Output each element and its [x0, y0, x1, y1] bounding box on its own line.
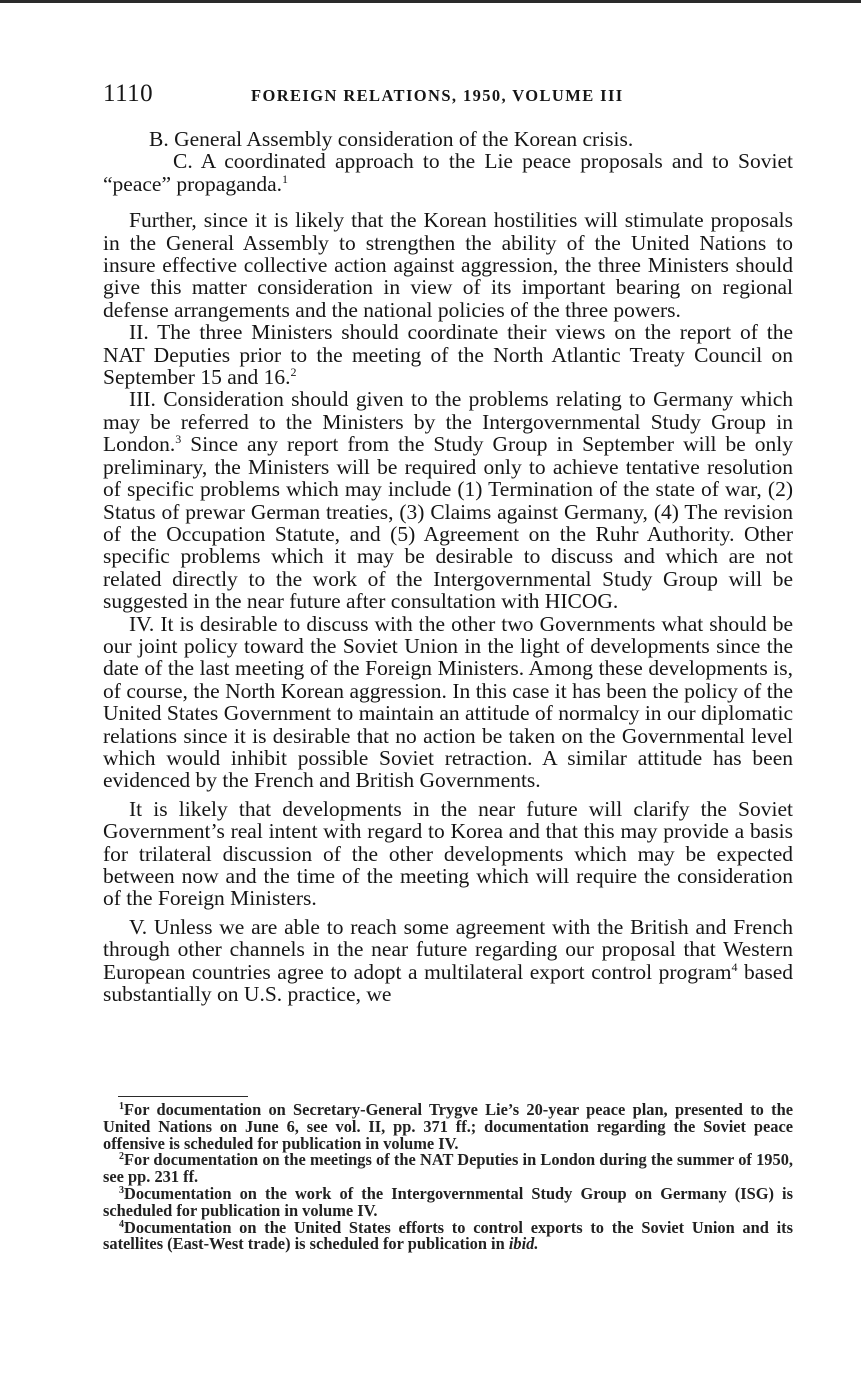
footnote-1: $^1$For documentation on Secretary-General Trygve Lie’s 20-year peace plan, presented to the United Nations on June 6, see vol. II, pp. 371 ff.; documentation regarding the Soviet peace offensive is scheduled for publication in volume IV. [103, 1100, 793, 1153]
footnote-mark-3: 3 [119, 1184, 124, 1196]
footnote-ref-2[interactable]: 2 [290, 365, 297, 380]
footnote-3: $^3$Documentation on the work of the Intergovernmental Study Group on Germany (ISG) is scheduled for publication in volume IV. [103, 1183, 793, 1220]
paragraph-further: Further, since it is likely that the Korean hostilities will stimulate proposals in the General Assembly to strengthen the ability of the United Nations to insure effective collective action against aggression, the three Ministers should give this matter consideration in view of its important bearing on regional defense arrangements and the national policies of the three powers. [103, 208, 793, 322]
footnotes [103, 1102, 793, 1253]
paragraph-ii: II. The three Ministers should coordinate their views on the report of the NAT Deputies prior to the meeting of the North Atlantic Treaty Council on September 15 and 16.$^2$ [103, 320, 793, 390]
paragraph-v: V. Unless we are able to reach some agreement with the British and French through other channels in the near future regarding our proposal that Western European countries agree to adopt a multilateral export control program$^4$ based substantially on U.S. practice, we [103, 914, 793, 1007]
paragraph-iii: III. Consideration should given to the problems relating to Germany which may be referred to the Ministers by the Intergovernmental Study Group in London.$^3$ Since any report from the Study Group in September will be only preliminary, the Ministers will be required only to achieve tentative resolution of specific problems which may include (1) Termination of the state of war, (2) Status of prewar German treaties, (3) Claims against Germany, (4) The revision of the Occupation Statute, and (5) Agreement on the Ruhr Authority. Other specific problems which it may be desirable to discuss and which are not related directly to the work of the Intergovernmental Study Group will be suggested in the near future after consultation with HICOG. [103, 387, 793, 614]
footnote-rule [118, 1096, 248, 1097]
running-title: FOREIGN RELATIONS, 1950, VOLUME III [251, 86, 624, 105]
footnote-4: $^4$Documentation on the United States efforts to control exports to the Soviet Union and its satellites (East-West trade) is scheduled for publication in ibid. [103, 1217, 793, 1254]
footnote-mark-4: 4 [119, 1218, 124, 1230]
paragraph-iv: IV. It is desirable to discuss with the other two Governments what should be our joint policy toward the Soviet Union in the light of developments since the date of the last meeting of the Foreign Ministers. Among these developments is, of course, the North Korean aggression. In this case it has been the policy of the United States Government to maintain an attitude of normalcy in our diplomatic relations since it is desirable that no action be taken on the Governmental level which would inhibit possible Soviet retraction. A similar attitude has been evidenced by the French and British Governments. [103, 611, 793, 793]
item-c: C. A coordinated approach to the Lie peace proposals and to Soviet “peace” propaganda.$^1$ [103, 149, 793, 196]
paragraph-likely: It is likely that developments in the near future will clarify the Soviet Government’s real intent with regard to Korea and that this may provide a basis for trilateral discussion of the other developments which may be expected between now and the time of the meeting which will require the consideration of the Foreign Ministers. [103, 796, 793, 911]
footnote-ref-3[interactable]: 3 [175, 432, 182, 447]
ibid-reference: ibid. [508, 1234, 539, 1254]
running-head [103, 80, 793, 110]
footnote-ref-4[interactable]: 4 [731, 959, 738, 974]
footnote-mark-1: 1 [119, 1101, 124, 1112]
footnote-mark-2: 2 [119, 1151, 124, 1163]
footnote-2: $^2$For documentation on the meetings of the NAT Deputies in London during the summer of 1950, see pp. 231 ff. [103, 1150, 793, 1187]
page-number: 1110 [103, 80, 154, 107]
footnote-ref-1[interactable]: 1 [282, 171, 289, 186]
main-text [103, 128, 793, 1005]
item-b: B. General Assembly consideration of the Korean crisis. [149, 127, 634, 151]
top-rule [0, 0, 861, 3]
